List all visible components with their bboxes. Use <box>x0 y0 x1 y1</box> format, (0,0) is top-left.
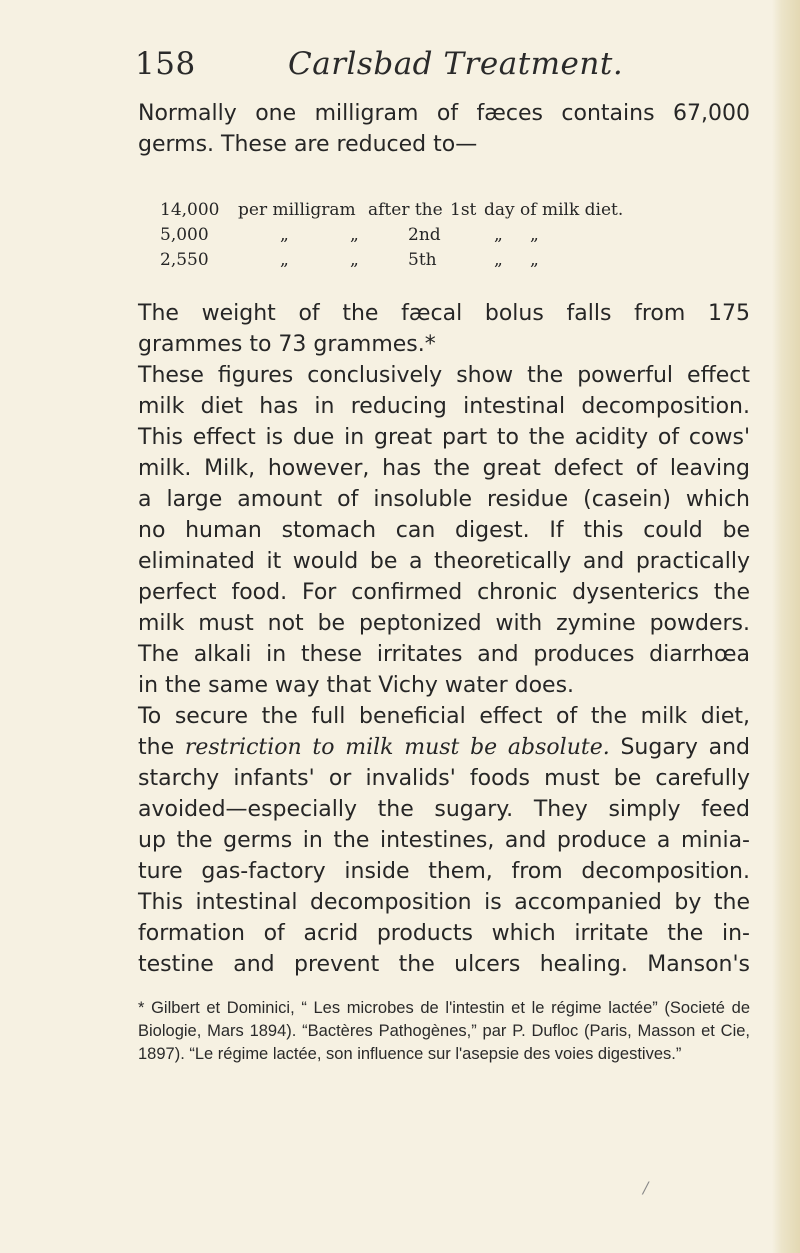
text-line: eliminated it would be a theoretically and practically <box>138 549 750 574</box>
text-line: These figures conclusively show the powerful effect <box>138 363 750 388</box>
germ-count: 2,550 <box>160 250 209 270</box>
ditto-mark: „ <box>494 225 503 245</box>
text-line: milk. Milk, however, has the great defect of leaving <box>138 456 750 481</box>
stray-pencil-mark: / <box>643 1178 649 1197</box>
page-edge-shadow <box>772 0 800 1253</box>
text-line: up the germs in the intestines, and produce a minia- <box>138 828 750 853</box>
page-header <box>135 46 735 90</box>
germ-count: 5,000 <box>160 225 209 245</box>
italic-emphasis: restriction to milk must be absolute. <box>184 735 610 760</box>
text-line: in the same way that Vichy water does. <box>138 673 575 698</box>
text-line: no human stomach can digest. If this could be <box>138 518 750 543</box>
text-fragment: the <box>138 735 175 760</box>
text-line: testine and prevent the ulcers healing. Manson's <box>138 952 750 977</box>
running-title: Carlsbad Treatment. <box>288 46 624 82</box>
main-paragraphs <box>138 298 750 980</box>
text-line: This intestinal decomposition is accompanied by the <box>138 890 750 915</box>
ditto-mark: „ <box>280 250 289 270</box>
after-cell: after the <box>368 200 443 220</box>
text-line: starchy infants' or invalids' foods must be carefully <box>138 766 750 791</box>
text-line: ture gas-factory inside them, from decomposition. <box>138 859 750 884</box>
intro-paragraph <box>138 98 750 160</box>
text-line: Normally one milligram of fæces contains 67,000 <box>138 101 750 126</box>
ditto-mark: „ <box>494 250 503 270</box>
text-line: germs. These are reduced to— <box>138 132 478 157</box>
text-line: grammes to 73 grammes.* <box>138 332 436 357</box>
text-line-restriction <box>138 732 750 763</box>
ditto-mark: „ <box>280 225 289 245</box>
text-line: milk must not be peptonized with zymine powders. <box>138 611 750 636</box>
day-cell: 2nd <box>408 225 441 245</box>
unit-cell: per milligram <box>238 200 356 220</box>
text-line: This effect is due in great part to the acidity of cows' <box>138 425 750 450</box>
page-number: 158 <box>135 46 196 82</box>
text-line: avoided—especially the sugary. They simply feed <box>138 797 750 822</box>
text-line: The weight of the fæcal bolus falls from 175 <box>138 301 750 326</box>
ditto-mark: „ <box>350 225 359 245</box>
text-line: The alkali in these irritates and produces diarrhœa <box>138 642 750 667</box>
text-line: formation of acrid products which irritate the in- <box>138 921 750 946</box>
text-line: a large amount of insoluble residue (casein) which <box>138 487 750 512</box>
day-cell: 1st <box>450 200 477 220</box>
text-line: milk diet has in reducing intestinal decomposition. <box>138 394 750 419</box>
ditto-mark: „ <box>530 225 539 245</box>
text-line: perfect food. For confirmed chronic dysenterics the <box>138 580 750 605</box>
tail-cell: day of milk diet. <box>484 200 624 220</box>
text-fragment: Sugary and <box>620 735 750 760</box>
ditto-mark: „ <box>530 250 539 270</box>
germ-count: 14,000 <box>160 200 220 220</box>
text-line: To secure the full beneficial effect of the milk diet, <box>138 704 750 729</box>
day-cell: 5th <box>408 250 437 270</box>
footnote: * Gilbert et Dominici, “ Les microbes de l'intestin et le régime lactée” (Societé de Biologie, Mars 1894). “Bactères Pathogènes,” par P. Dufloc (Paris, Masson et Cie, 1897). “Le régime lactée, son influence sur l'asepsie des voies digestives.” <box>138 999 750 1063</box>
ditto-mark: „ <box>350 250 359 270</box>
